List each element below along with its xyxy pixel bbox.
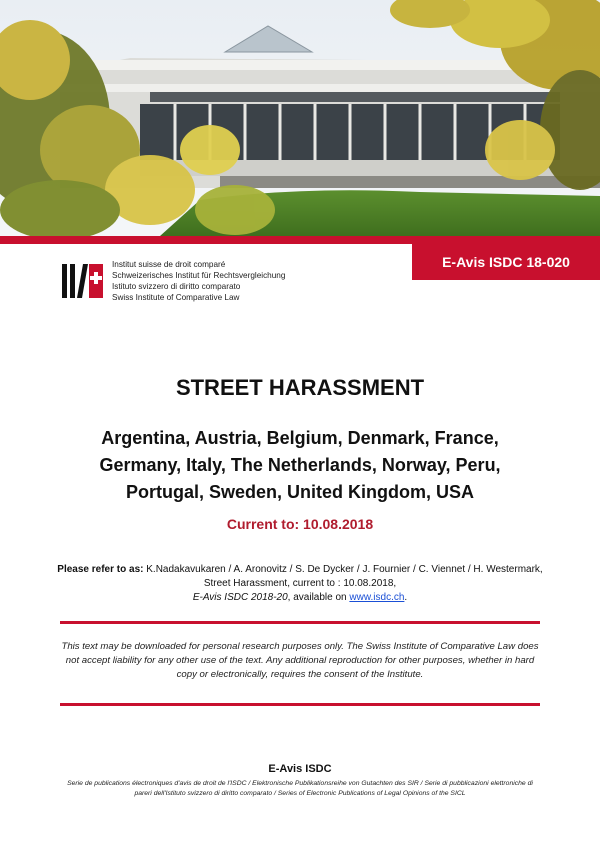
institute-names xyxy=(112,259,285,303)
current-to-date: Current to: 10.08.2018 xyxy=(226,516,374,532)
countries-line-2: Germany, Italy, The Netherlands, Norway, Peru, xyxy=(99,455,501,475)
countries-line-3: Portugal, Sweden, United Kingdom, USA xyxy=(125,482,474,502)
institute-name-en: Swiss Institute of Comparative Law xyxy=(112,293,240,302)
citation-end: . xyxy=(404,592,408,603)
header-red-bar xyxy=(0,236,600,244)
hero-photo xyxy=(0,0,600,236)
citation-authors: K.Nadakavukaren / A. Aronovitz / S. De Dycker / J. Fournier / C. Viennet / H. Westermark, xyxy=(143,564,543,575)
countries-list xyxy=(80,425,520,506)
avis-number-badge: E-Avis ISDC 18-020 xyxy=(412,244,600,280)
footer-title: E-Avis ISDC xyxy=(268,763,332,775)
citation-series: E-Avis ISDC 2018-20 xyxy=(192,592,288,603)
institute-name-fr: Institut suisse de droit comparé xyxy=(112,260,226,269)
institute-name-it: Istituto svizzero di diritto comparato xyxy=(112,282,241,291)
isdc-website-link[interactable]: www.isdc.ch xyxy=(349,592,405,603)
divider-bottom xyxy=(60,703,540,706)
citation-line-2: Street Harassment, current to : 10.08.2018, xyxy=(203,578,397,589)
isdc-logo xyxy=(62,262,106,300)
citation-label: Please refer to as: xyxy=(57,564,144,575)
footer-series-description: Serie de publications électroniques d'avis de droit de l'ISDC / Elektronische Publikationsreihe von Gutachten des SIR / Serie di pubblicazioni elettroniche di pareri dell'Istituto svizzero di diritto comparato / Series of Electronic Publications of Legal Opinions of the SICL xyxy=(67,780,533,797)
document-title: STREET HARASSMENT xyxy=(175,375,425,400)
citation-available: , available on xyxy=(287,592,350,603)
divider-top xyxy=(60,621,540,624)
countries-line-1: Argentina, Austria, Belgium, Denmark, France, xyxy=(101,428,499,448)
disclaimer-text: This text may be downloaded for personal research purposes only. The Swiss Institute of Comparative Law does not accept liability for any other use of the text. Any additional reproduction for other purposes, whether in hard copy or electronically, requires the consent of the Institute. xyxy=(61,641,539,680)
institute-name-de: Schweizerisches Institut für Rechtsvergleichung xyxy=(112,271,286,280)
citation-block xyxy=(40,563,560,605)
